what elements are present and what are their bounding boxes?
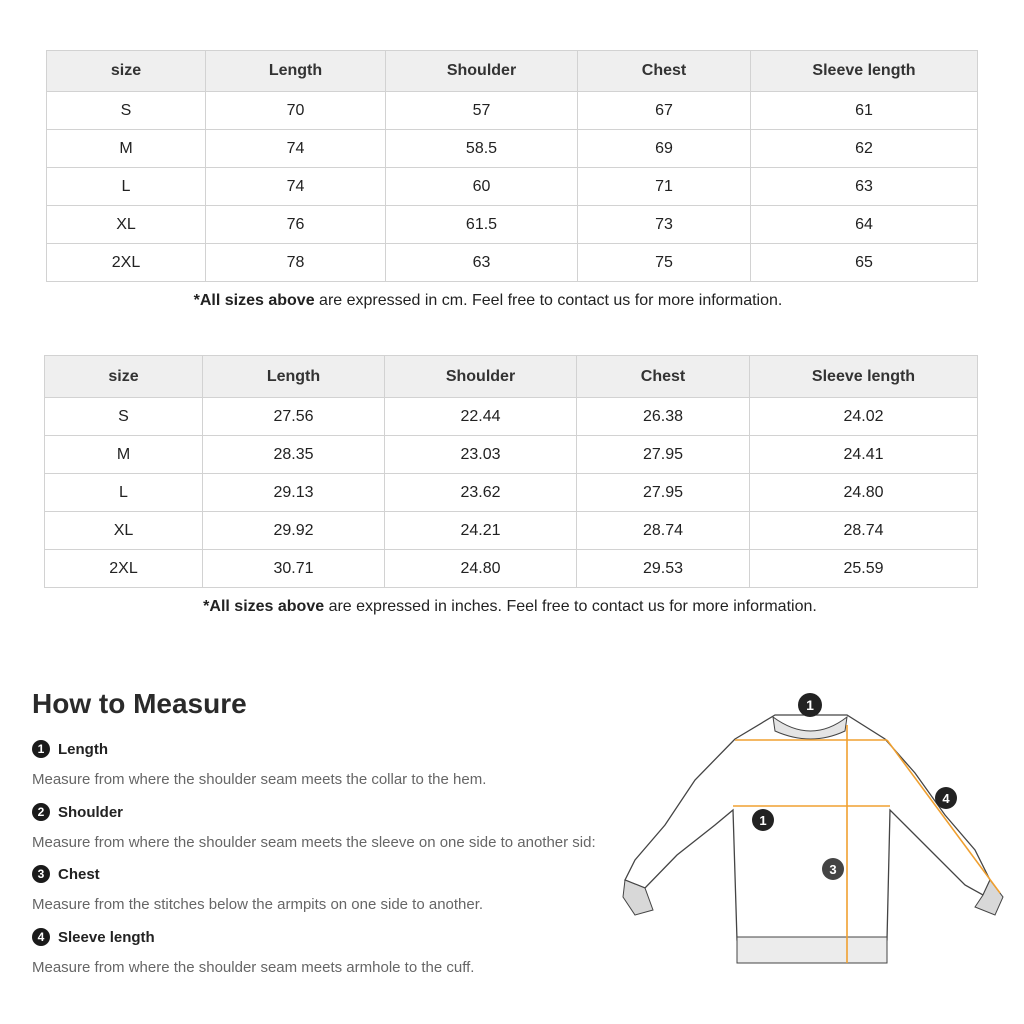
- measure-description: Measure from where the shoulder seam meets armhole to the cuff.: [32, 959, 475, 976]
- cell-size: S: [45, 398, 203, 436]
- cell-shoulder: 63: [386, 244, 578, 282]
- cell-length: 29.92: [203, 512, 385, 550]
- cell-length: 30.71: [203, 550, 385, 588]
- cell-shoulder: 24.21: [385, 512, 577, 550]
- cell-shoulder: 57: [386, 92, 578, 130]
- cell-shoulder: 23.62: [385, 474, 577, 512]
- measure-item-shoulder: [32, 803, 596, 851]
- cell-size: XL: [47, 206, 206, 244]
- cell-sleeve-length: 24.80: [750, 474, 978, 512]
- cell-size: 2XL: [45, 550, 203, 588]
- cell-shoulder: 23.03: [385, 436, 577, 474]
- header-chest: Chest: [578, 51, 751, 92]
- note-text: are expressed in inches. Feel free to contact us for more information.: [324, 598, 817, 615]
- table-row: [45, 474, 978, 512]
- table-row: [45, 512, 978, 550]
- cell-shoulder: 24.80: [385, 550, 577, 588]
- cell-chest: 27.95: [577, 474, 750, 512]
- table-row: [45, 436, 978, 474]
- header-sleeve-length: Sleeve length: [751, 51, 978, 92]
- measure-label: Chest: [58, 865, 100, 883]
- cell-sleeve-length: 61: [751, 92, 978, 130]
- table-row: [45, 550, 978, 588]
- cell-length: 27.56: [203, 398, 385, 436]
- svg-text:1: 1: [759, 813, 767, 828]
- note-text: are expressed in cm. Feel free to contact us for more information.: [314, 292, 783, 309]
- measure-title: How to Measure: [32, 688, 247, 719]
- measure-item-sleeve-length: [32, 928, 474, 976]
- table-row: [47, 130, 978, 168]
- cell-size: S: [47, 92, 206, 130]
- cell-length: 74: [206, 130, 386, 168]
- cell-size: XL: [45, 512, 203, 550]
- measure-label: Shoulder: [58, 803, 124, 821]
- cell-chest: 26.38: [577, 398, 750, 436]
- marker-4-icon: [935, 787, 957, 809]
- table-row: [45, 398, 978, 436]
- note-bold: *All sizes above: [203, 598, 325, 615]
- cell-size: M: [47, 130, 206, 168]
- measure-description: Measure from the stitches below the armpits on one side to another.: [32, 896, 484, 913]
- cell-sleeve-length: 25.59: [750, 550, 978, 588]
- cell-length: 70: [206, 92, 386, 130]
- table-header-row: [47, 51, 978, 92]
- header-shoulder: Shoulder: [385, 356, 577, 398]
- cell-length: 29.13: [203, 474, 385, 512]
- size-table-inches: [44, 355, 978, 588]
- table-row: [47, 206, 978, 244]
- header-size: size: [47, 51, 206, 92]
- cell-chest: 69: [578, 130, 751, 168]
- measure-label: Length: [58, 740, 108, 758]
- svg-text:3: 3: [829, 862, 837, 877]
- cell-chest: 71: [578, 168, 751, 206]
- cell-size: M: [45, 436, 203, 474]
- cell-size: L: [45, 474, 203, 512]
- cell-sleeve-length: 28.74: [750, 512, 978, 550]
- cell-sleeve-length: 65: [751, 244, 978, 282]
- cell-size: 2XL: [47, 244, 206, 282]
- table-note-cm: [0, 292, 1000, 310]
- sweater-diagram: [615, 685, 1015, 975]
- measure-item-chest: [32, 865, 483, 913]
- cell-size: L: [47, 168, 206, 206]
- number-3-icon: 3: [32, 865, 50, 883]
- svg-text:1: 1: [806, 697, 814, 713]
- cell-chest: 27.95: [577, 436, 750, 474]
- size-table-cm: [46, 50, 978, 282]
- measure-label: Sleeve length: [58, 928, 155, 946]
- header-sleeve-length: Sleeve length: [750, 356, 978, 398]
- cell-sleeve-length: 62: [751, 130, 978, 168]
- cell-length: 28.35: [203, 436, 385, 474]
- header-shoulder: Shoulder: [386, 51, 578, 92]
- cell-shoulder: 22.44: [385, 398, 577, 436]
- header-size: size: [45, 356, 203, 398]
- cell-chest: 29.53: [577, 550, 750, 588]
- cell-length: 74: [206, 168, 386, 206]
- table-row: [47, 244, 978, 282]
- number-2-icon: 2: [32, 803, 50, 821]
- measure-item-length: [32, 740, 486, 788]
- table-row: [47, 92, 978, 130]
- cell-chest: 28.74: [577, 512, 750, 550]
- number-4-icon: 4: [32, 928, 50, 946]
- marker-1-chest-icon: [752, 809, 774, 831]
- marker-1-top-icon: [798, 693, 822, 717]
- cell-length: 78: [206, 244, 386, 282]
- cell-shoulder: 58.5: [386, 130, 578, 168]
- header-chest: Chest: [577, 356, 750, 398]
- note-bold: *All sizes above: [193, 292, 315, 309]
- cell-chest: 73: [578, 206, 751, 244]
- cell-chest: 75: [578, 244, 751, 282]
- svg-text:4: 4: [942, 791, 950, 806]
- hem-rib: [737, 937, 887, 963]
- table-note-inches: [0, 598, 1022, 616]
- cell-chest: 67: [578, 92, 751, 130]
- cell-shoulder: 60: [386, 168, 578, 206]
- measure-description: Measure from where the shoulder seam meets the collar to the hem.: [32, 771, 487, 788]
- marker-3-icon: [822, 858, 844, 880]
- cell-sleeve-length: 64: [751, 206, 978, 244]
- cell-length: 76: [206, 206, 386, 244]
- table-row: [47, 168, 978, 206]
- header-length: Length: [206, 51, 386, 92]
- cell-sleeve-length: 63: [751, 168, 978, 206]
- cell-sleeve-length: 24.41: [750, 436, 978, 474]
- header-length: Length: [203, 356, 385, 398]
- measure-description: Measure from where the shoulder seam meets the sleeve on one side to another sid:: [32, 834, 596, 851]
- table-header-row: [45, 356, 978, 398]
- number-1-icon: 1: [32, 740, 50, 758]
- cell-sleeve-length: 24.02: [750, 398, 978, 436]
- cell-shoulder: 61.5: [386, 206, 578, 244]
- sweater-outline: [625, 715, 990, 940]
